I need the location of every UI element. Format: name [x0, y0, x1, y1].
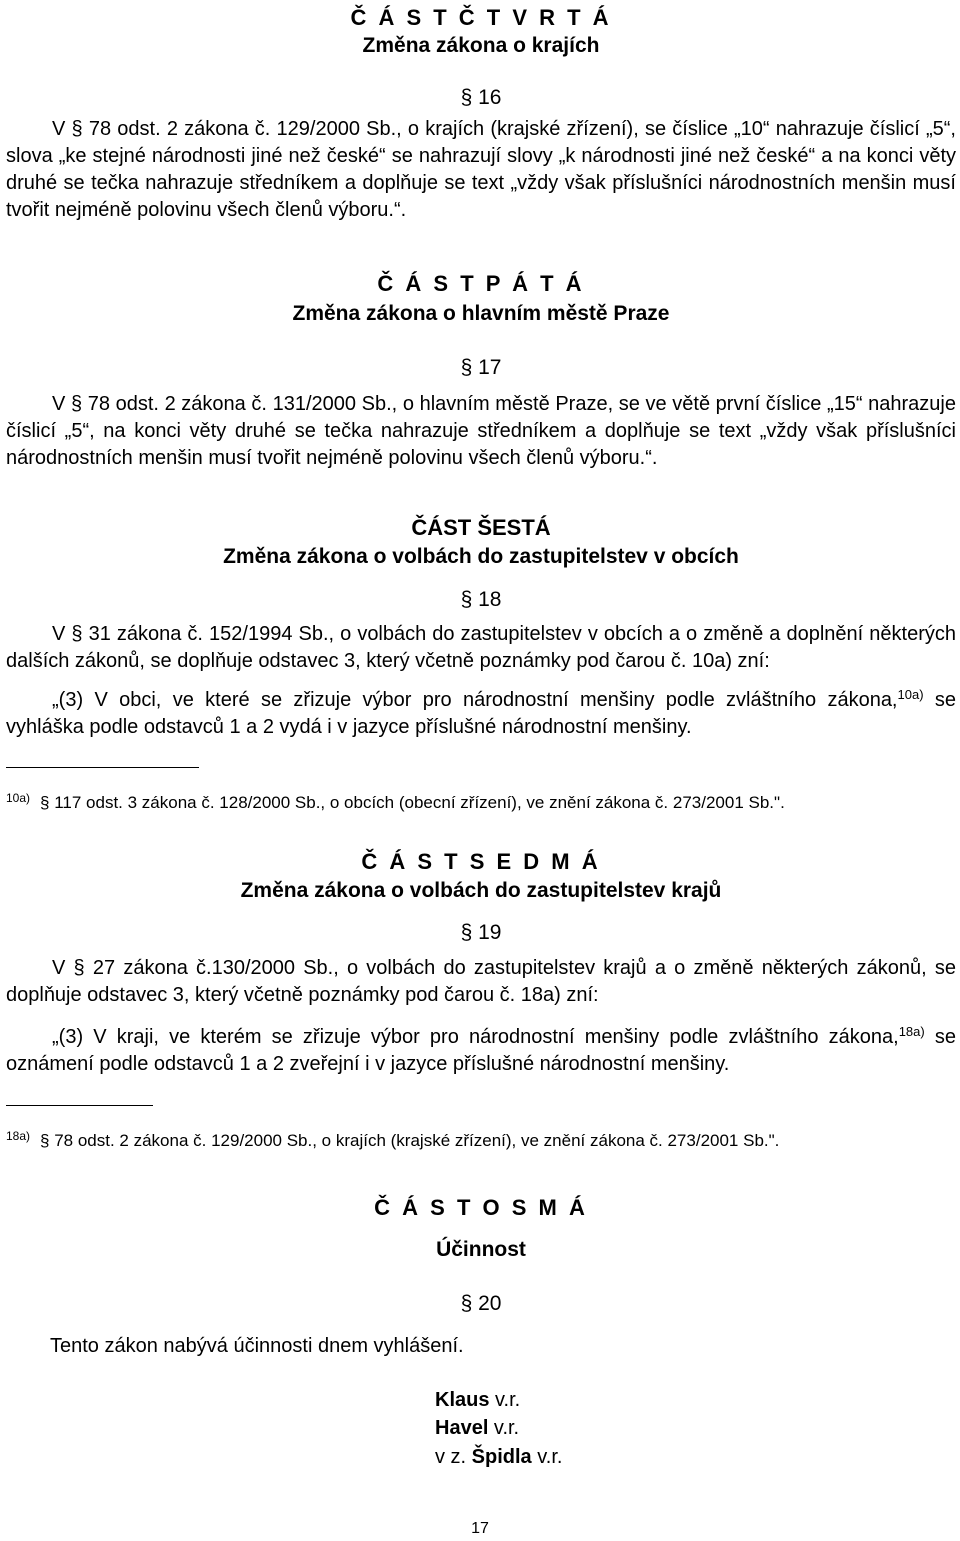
- part6-quote-end: se vyhláška podle odstavců 1 a 2 vydá i v jazyce příslušné národnostní menšiny.: [6, 689, 956, 738]
- signature-name: Klaus: [435, 1389, 490, 1411]
- part6-footnote-text: § 117 odst. 3 zákona č. 128/2000 Sb., o obcích (obecní zřízení), ve znění zákona č. 273/2001 Sb.".: [40, 793, 785, 812]
- part6-quote: [6, 687, 956, 741]
- part7-quote-start: „(3) V kraji, ve kterém se zřizuje výbor pro národnostní menšiny podle zvláštního zákona,: [52, 1026, 899, 1048]
- part7-footnote-text: § 78 odst. 2 zákona č. 129/2000 Sb., o krajích (krajské zřízení), ve znění zákona č. 273/2001 Sb.".: [40, 1131, 780, 1150]
- signature-name: Havel: [435, 1417, 489, 1439]
- part4-title: Změna zákona o krajích: [362, 34, 600, 57]
- signature-2: [435, 1414, 519, 1442]
- part8-heading: Č Á S T O S M Á: [374, 1195, 588, 1220]
- signature-1: [435, 1386, 520, 1414]
- part6-heading: ČÁST ŠESTÁ: [411, 515, 551, 540]
- part6-footnote: [6, 786, 956, 815]
- part6-text: V § 31 zákona č. 152/1994 Sb., o volbách do zastupitelstev v obcích a o změně a doplnění některých dalších zákonů, se doplňuje odstavec 3, který včetně poznámky pod čarou č. 10a) zní:: [6, 623, 956, 672]
- part8-text: Tento zákon nabývá účinnosti dnem vyhlášení.: [50, 1335, 464, 1357]
- part7-footnote: [6, 1124, 956, 1153]
- signature-name: Špidla: [471, 1446, 532, 1468]
- signature-suffix: v.r.: [489, 1389, 521, 1411]
- part5-section: § 17: [460, 356, 502, 379]
- signature-suffix: v.r.: [488, 1417, 520, 1439]
- part7-quote-end: se oznámení podle odstavců 1 a 2 zveřejní i v jazyce příslušné národnostní menšiny.: [6, 1026, 956, 1075]
- signature-3: [435, 1443, 562, 1471]
- page-number: 17: [471, 1520, 489, 1537]
- part7-heading: Č Á S T S E D M Á: [361, 849, 601, 874]
- footnote-separator: [6, 767, 199, 768]
- footnote-separator: [6, 1105, 153, 1106]
- part5-title: Změna zákona o hlavním městě Praze: [292, 302, 670, 325]
- part6-footnote-mark: 10a): [6, 791, 31, 805]
- part5-text: V § 78 odst. 2 zákona č. 131/2000 Sb., o hlavním městě Praze, se ve větě první číslice „15“ nahrazuje číslicí „5“, na konci věty druhé se tečka nahrazuje středníkem a doplňuje se text „vždy však příslušníci národnostních menšin musí tvořit nejméně polovinu všech členů výboru.“.: [6, 393, 956, 469]
- part7-title: Změna zákona o volbách do zastupitelstev krajů: [240, 879, 722, 902]
- part6-title: Změna zákona o volbách do zastupitelstev v obcích: [223, 545, 739, 568]
- part8-section: § 20: [460, 1292, 502, 1315]
- part5-heading: Č Á S T P Á T Á: [377, 271, 585, 296]
- part4-section: § 16: [460, 86, 502, 109]
- part7-text: V § 27 zákona č.130/2000 Sb., o volbách do zastupitelstev krajů a o změně některých zákonů, se doplňuje odstavec 3, který včetně poznámky pod čarou č. 18a) zní:: [6, 957, 956, 1006]
- part7-footnote-mark: 18a): [6, 1129, 31, 1143]
- part4-heading: Č Á S T Č T V R T Á: [350, 5, 612, 30]
- signature-suffix: v.r.: [531, 1446, 563, 1468]
- part6-quote-start: „(3) V obci, ve které se zřizuje výbor pro národnostní menšiny podle zvláštního zákona,: [52, 689, 898, 711]
- part4-text: V § 78 odst. 2 zákona č. 129/2000 Sb., o krajích (krajské zřízení), se číslice „10“ nahrazuje číslicí „5“, slova „ke stejné národnosti jiné než české“ se nahrazují slovy „k národnosti jiné než české“ a na konci věty druhé se tečka nahrazuje středníkem a doplňuje se text „vždy však příslušníci národnostních menšin musí tvořit nejméně polovinu všech členů výboru.“.: [6, 118, 956, 221]
- part6-quote-footnote-ref: 10a): [897, 687, 924, 702]
- part8-title: Účinnost: [436, 1238, 526, 1261]
- part6-section: § 18: [460, 588, 502, 611]
- part7-quote-footnote-ref: 18a): [898, 1024, 925, 1039]
- signature-prefix: v z.: [435, 1446, 472, 1468]
- part7-section: § 19: [460, 921, 502, 944]
- part7-quote: [6, 1024, 956, 1078]
